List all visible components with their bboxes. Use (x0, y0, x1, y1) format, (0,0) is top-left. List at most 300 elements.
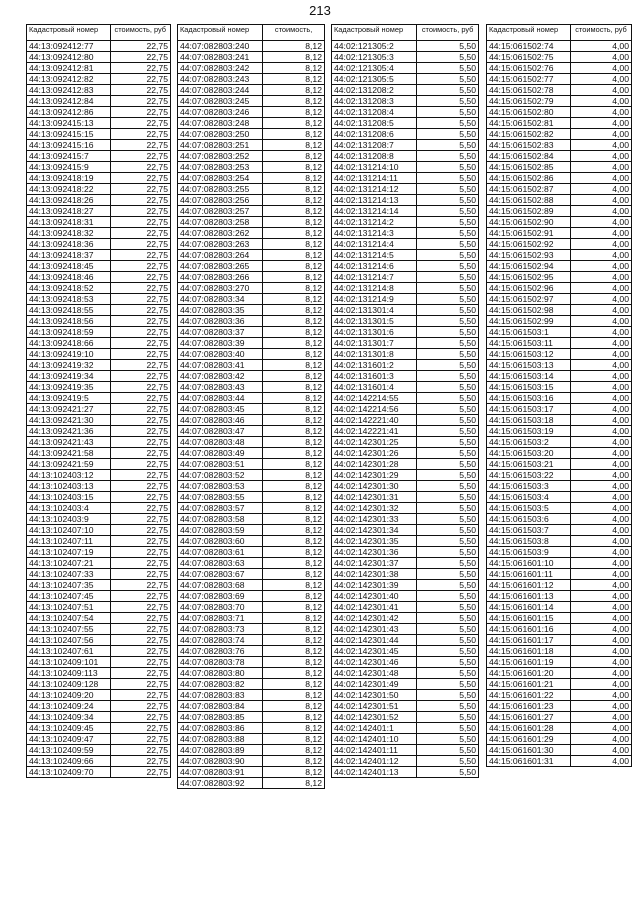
cost-cell: 8,12 (263, 41, 325, 52)
table-body (27, 41, 171, 778)
table-row (487, 195, 632, 206)
cost-cell: 22,75 (110, 338, 170, 349)
table-row (27, 437, 171, 448)
cost-cell: 22,75 (110, 756, 170, 767)
cadastral-table-2 (177, 24, 325, 789)
table-row (487, 294, 632, 305)
cadastral-number-cell: 44:15:061503:13 (487, 360, 571, 371)
cost-cell: 5,50 (417, 547, 479, 558)
cadastral-number-cell: 44:07:082803:52 (178, 470, 263, 481)
cadastral-number-cell: 44:07:082803:68 (178, 580, 263, 591)
cost-cell: 4,00 (571, 591, 632, 602)
table-row (332, 305, 479, 316)
table-row (27, 613, 171, 624)
cadastral-number-cell: 44:13:102407:45 (27, 591, 111, 602)
table-row (332, 448, 479, 459)
cost-cell: 4,00 (571, 734, 632, 745)
cost-cell: 22,75 (110, 547, 170, 558)
cost-cell: 5,50 (417, 206, 479, 217)
cadastral-number-cell: 44:07:082803:39 (178, 338, 263, 349)
cost-cell: 4,00 (571, 481, 632, 492)
cost-cell: 8,12 (263, 756, 325, 767)
cost-cell: 22,75 (110, 525, 170, 536)
table-row (178, 217, 325, 228)
table-row (487, 701, 632, 712)
cost-cell: 4,00 (571, 360, 632, 371)
cadastral-number-cell: 44:13:102409:66 (27, 756, 111, 767)
table-row (487, 85, 632, 96)
table-row (27, 426, 171, 437)
table-row (332, 316, 479, 327)
cadastral-number-cell: 44:07:082803:82 (178, 679, 263, 690)
cadastral-number-cell: 44:07:082803:265 (178, 261, 263, 272)
table-row (487, 140, 632, 151)
cadastral-number-cell: 44:07:082803:241 (178, 52, 263, 63)
table-row (178, 272, 325, 283)
cadastral-number-cell: 44:15:061503:4 (487, 492, 571, 503)
table-row (178, 338, 325, 349)
cost-cell: 22,75 (110, 162, 170, 173)
cadastral-number-cell: 44:07:082803:78 (178, 657, 263, 668)
cost-cell: 22,75 (110, 536, 170, 547)
table-row (27, 712, 171, 723)
cadastral-number-cell: 44:02:131208:5 (332, 118, 417, 129)
table-row (332, 415, 479, 426)
cost-cell: 8,12 (263, 536, 325, 547)
table-row (487, 360, 632, 371)
cadastral-number-cell: 44:02:142301:38 (332, 569, 417, 580)
header-cadastral-number: Кадастровый номер (487, 25, 571, 41)
cadastral-number-cell: 44:02:142214:56 (332, 404, 417, 415)
table-row (27, 96, 171, 107)
cadastral-number-cell: 44:15:061601:13 (487, 591, 571, 602)
table-row (178, 778, 325, 789)
cadastral-number-cell: 44:13:102409:24 (27, 701, 111, 712)
cost-cell: 8,12 (263, 250, 325, 261)
cost-cell: 5,50 (417, 635, 479, 646)
cadastral-number-cell: 44:13:092419:35 (27, 382, 111, 393)
table-row (487, 52, 632, 63)
cadastral-number-cell: 44:15:061503:17 (487, 404, 571, 415)
cost-cell: 4,00 (571, 129, 632, 140)
cost-cell: 8,12 (263, 426, 325, 437)
table-row (178, 624, 325, 635)
cadastral-number-cell: 44:02:131601:2 (332, 360, 417, 371)
table-row (27, 63, 171, 74)
cost-cell: 4,00 (571, 503, 632, 514)
cost-cell: 4,00 (571, 63, 632, 74)
table-row (178, 459, 325, 470)
table-row (178, 184, 325, 195)
cost-cell: 8,12 (263, 646, 325, 657)
table-row (487, 371, 632, 382)
cost-cell: 5,50 (417, 624, 479, 635)
cadastral-number-cell: 44:13:102407:51 (27, 602, 111, 613)
cost-cell: 8,12 (263, 712, 325, 723)
cadastral-number-cell: 44:07:082803:270 (178, 283, 263, 294)
cost-cell: 5,50 (417, 41, 479, 52)
cadastral-number-cell: 44:13:102409:70 (27, 767, 111, 778)
cadastral-number-cell: 44:15:061503:22 (487, 470, 571, 481)
table-row (178, 613, 325, 624)
table-row (178, 514, 325, 525)
table-row (178, 635, 325, 646)
cost-cell: 4,00 (571, 613, 632, 624)
table-row (332, 503, 479, 514)
table-row (332, 206, 479, 217)
cost-cell: 22,75 (110, 679, 170, 690)
cost-cell: 22,75 (110, 602, 170, 613)
table-row (487, 96, 632, 107)
cadastral-number-cell: 44:07:082803:58 (178, 514, 263, 525)
table-row (27, 305, 171, 316)
cadastral-number-cell: 44:13:102407:56 (27, 635, 111, 646)
cadastral-number-cell: 44:07:082803:84 (178, 701, 263, 712)
table-row (332, 294, 479, 305)
table-row (178, 349, 325, 360)
cadastral-number-cell: 44:13:092418:55 (27, 305, 111, 316)
cadastral-number-cell: 44:15:061503:18 (487, 415, 571, 426)
cost-cell: 4,00 (571, 85, 632, 96)
cadastral-number-cell: 44:15:061503:1 (487, 327, 571, 338)
cost-cell: 8,12 (263, 492, 325, 503)
table-row (178, 481, 325, 492)
cost-cell: 8,12 (263, 272, 325, 283)
cost-cell: 5,50 (417, 52, 479, 63)
cost-cell: 8,12 (263, 107, 325, 118)
table-row (332, 580, 479, 591)
cost-cell: 4,00 (571, 151, 632, 162)
table-row (27, 470, 171, 481)
table-row (487, 613, 632, 624)
table-row (27, 118, 171, 129)
cost-cell: 4,00 (571, 712, 632, 723)
cost-cell: 8,12 (263, 74, 325, 85)
cost-cell: 8,12 (263, 316, 325, 327)
cost-cell: 8,12 (263, 514, 325, 525)
table-row (178, 140, 325, 151)
table-row (332, 327, 479, 338)
table-row (332, 96, 479, 107)
cost-cell: 5,50 (417, 393, 479, 404)
cadastral-number-cell: 44:15:061502:86 (487, 173, 571, 184)
cadastral-number-cell: 44:02:142301:25 (332, 437, 417, 448)
cost-cell: 4,00 (571, 283, 632, 294)
cadastral-number-cell: 44:07:082803:55 (178, 492, 263, 503)
table-row (332, 382, 479, 393)
cadastral-number-cell: 44:15:061601:22 (487, 690, 571, 701)
cadastral-number-cell: 44:13:092415:15 (27, 129, 111, 140)
cadastral-number-cell: 44:07:082803:250 (178, 129, 263, 140)
table-row (332, 756, 479, 767)
cadastral-number-cell: 44:13:102407:19 (27, 547, 111, 558)
table-row (487, 558, 632, 569)
cost-cell: 5,50 (417, 151, 479, 162)
table-row (487, 448, 632, 459)
cost-cell: 4,00 (571, 635, 632, 646)
cadastral-number-cell: 44:07:082803:51 (178, 459, 263, 470)
cadastral-number-cell: 44:02:142301:32 (332, 503, 417, 514)
table-row (27, 382, 171, 393)
table-row (178, 371, 325, 382)
table-row (178, 437, 325, 448)
cost-cell: 4,00 (571, 547, 632, 558)
cadastral-number-cell: 44:07:082803:266 (178, 272, 263, 283)
cadastral-number-cell: 44:13:092418:27 (27, 206, 111, 217)
table-row (332, 195, 479, 206)
cadastral-number-cell: 44:02:131214:7 (332, 272, 417, 283)
cadastral-number-cell: 44:13:092421:43 (27, 437, 111, 448)
cost-cell: 8,12 (263, 558, 325, 569)
cadastral-number-cell: 44:02:131214:12 (332, 184, 417, 195)
cost-cell: 4,00 (571, 437, 632, 448)
table-row (178, 415, 325, 426)
cost-cell: 4,00 (571, 448, 632, 459)
cadastral-number-cell: 44:02:131208:2 (332, 85, 417, 96)
cost-cell: 5,50 (417, 569, 479, 580)
cost-cell: 4,00 (571, 745, 632, 756)
cost-cell: 22,75 (110, 580, 170, 591)
cadastral-number-cell: 44:13:092418:66 (27, 338, 111, 349)
cost-cell: 5,50 (417, 602, 479, 613)
cost-cell: 8,12 (263, 162, 325, 173)
cadastral-number-cell: 44:02:121305:3 (332, 52, 417, 63)
cadastral-number-cell: 44:15:061502:99 (487, 316, 571, 327)
table-row (487, 580, 632, 591)
cadastral-number-cell: 44:15:061601:17 (487, 635, 571, 646)
cost-cell: 4,00 (571, 228, 632, 239)
cadastral-number-cell: 44:13:102409:45 (27, 723, 111, 734)
cost-cell: 22,75 (110, 305, 170, 316)
table-row (178, 52, 325, 63)
table-row (332, 492, 479, 503)
table-row (332, 602, 479, 613)
cost-cell: 8,12 (263, 338, 325, 349)
cost-cell: 5,50 (417, 316, 479, 327)
cost-cell: 22,75 (110, 470, 170, 481)
cadastral-number-cell: 44:13:102407:54 (27, 613, 111, 624)
table-row (487, 338, 632, 349)
cadastral-number-cell: 44:13:102407:35 (27, 580, 111, 591)
cost-cell: 22,75 (110, 85, 170, 96)
cost-cell: 4,00 (571, 701, 632, 712)
cadastral-number-cell: 44:15:061503:16 (487, 393, 571, 404)
cost-cell: 8,12 (263, 382, 325, 393)
cost-cell: 22,75 (110, 294, 170, 305)
cost-cell: 22,75 (110, 426, 170, 437)
table-row (332, 668, 479, 679)
table-row (178, 327, 325, 338)
table-row (178, 85, 325, 96)
cadastral-number-cell: 44:13:102403:12 (27, 470, 111, 481)
cadastral-number-cell: 44:15:061503:5 (487, 503, 571, 514)
table-row (487, 437, 632, 448)
cost-cell: 22,75 (110, 393, 170, 404)
table-row (487, 756, 632, 767)
table-header-row (27, 25, 171, 41)
cost-cell: 22,75 (110, 272, 170, 283)
cadastral-number-cell: 44:02:131301:6 (332, 327, 417, 338)
cost-cell: 4,00 (571, 41, 632, 52)
cadastral-number-cell: 44:07:082803:80 (178, 668, 263, 679)
cadastral-number-cell: 44:13:102403:9 (27, 514, 111, 525)
cost-cell: 4,00 (571, 426, 632, 437)
cost-cell: 8,12 (263, 734, 325, 745)
cadastral-number-cell: 44:15:061601:15 (487, 613, 571, 624)
cadastral-number-cell: 44:07:082803:53 (178, 481, 263, 492)
cadastral-number-cell: 44:15:061502:97 (487, 294, 571, 305)
cadastral-number-cell: 44:02:142221:41 (332, 426, 417, 437)
cost-cell: 5,50 (417, 283, 479, 294)
cost-cell: 22,75 (110, 668, 170, 679)
cadastral-number-cell: 44:07:082803:246 (178, 107, 263, 118)
cost-cell: 5,50 (417, 85, 479, 96)
cost-cell: 4,00 (571, 327, 632, 338)
cost-cell: 4,00 (571, 756, 632, 767)
cadastral-number-cell: 44:15:061503:9 (487, 547, 571, 558)
table-row (487, 107, 632, 118)
cadastral-number-cell: 44:15:061503:7 (487, 525, 571, 536)
cost-cell: 8,12 (263, 569, 325, 580)
cadastral-number-cell: 44:13:092412:84 (27, 96, 111, 107)
table-row (487, 184, 632, 195)
table-row (27, 239, 171, 250)
table-row (27, 767, 171, 778)
cost-cell: 22,75 (110, 635, 170, 646)
cadastral-number-cell: 44:15:061502:90 (487, 217, 571, 228)
table-row (178, 668, 325, 679)
cadastral-number-cell: 44:02:131214:14 (332, 206, 417, 217)
cadastral-number-cell: 44:13:092419:32 (27, 360, 111, 371)
table-row (332, 228, 479, 239)
cost-cell: 5,50 (417, 74, 479, 85)
table-row (27, 591, 171, 602)
cadastral-number-cell: 44:07:082803:44 (178, 393, 263, 404)
cost-cell: 8,12 (263, 195, 325, 206)
cost-cell: 5,50 (417, 492, 479, 503)
cost-cell: 5,50 (417, 173, 479, 184)
table-row (27, 316, 171, 327)
table-row (27, 415, 171, 426)
cadastral-number-cell: 44:15:061503:2 (487, 437, 571, 448)
header-cost: стоимость, руб (571, 25, 632, 41)
cadastral-number-cell: 44:15:061601:18 (487, 646, 571, 657)
cost-cell: 8,12 (263, 217, 325, 228)
cost-cell: 8,12 (263, 459, 325, 470)
cadastral-number-cell: 44:07:082803:37 (178, 327, 263, 338)
cadastral-number-cell: 44:13:102407:61 (27, 646, 111, 657)
cadastral-number-cell: 44:13:102409:47 (27, 734, 111, 745)
table-row (178, 470, 325, 481)
cadastral-number-cell: 44:07:082803:46 (178, 415, 263, 426)
cadastral-number-cell: 44:07:082803:251 (178, 140, 263, 151)
table-row (27, 151, 171, 162)
table-row (178, 305, 325, 316)
cadastral-number-cell: 44:15:061502:76 (487, 63, 571, 74)
cost-cell: 8,12 (263, 591, 325, 602)
cadastral-number-cell: 44:13:092415:16 (27, 140, 111, 151)
cost-cell: 8,12 (263, 778, 325, 789)
cost-cell: 22,75 (110, 41, 170, 52)
table-row (27, 723, 171, 734)
cost-cell: 5,50 (417, 184, 479, 195)
table-row (178, 404, 325, 415)
table-row (178, 206, 325, 217)
table-row (332, 41, 479, 52)
table-row (178, 547, 325, 558)
cadastral-number-cell: 44:07:082803:248 (178, 118, 263, 129)
cost-cell: 4,00 (571, 415, 632, 426)
table-row (332, 217, 479, 228)
cost-cell: 8,12 (263, 360, 325, 371)
cost-cell: 22,75 (110, 52, 170, 63)
cadastral-number-cell: 44:07:082803:91 (178, 767, 263, 778)
table-row (178, 602, 325, 613)
cadastral-number-cell: 44:07:082803:36 (178, 316, 263, 327)
cadastral-number-cell: 44:15:061502:87 (487, 184, 571, 195)
cadastral-number-cell: 44:02:142301:33 (332, 514, 417, 525)
table-row (487, 536, 632, 547)
cadastral-number-cell: 44:13:092418:46 (27, 272, 111, 283)
cost-cell: 22,75 (110, 591, 170, 602)
cost-cell: 4,00 (571, 162, 632, 173)
cadastral-number-cell: 44:02:131208:3 (332, 96, 417, 107)
cost-cell: 4,00 (571, 316, 632, 327)
cadastral-number-cell: 44:07:082803:254 (178, 173, 263, 184)
cadastral-number-cell: 44:02:131208:7 (332, 140, 417, 151)
table-row (27, 492, 171, 503)
table-row (332, 657, 479, 668)
cost-cell: 5,50 (417, 525, 479, 536)
table-row (27, 393, 171, 404)
cost-cell: 5,50 (417, 734, 479, 745)
cadastral-number-cell: 44:07:082803:49 (178, 448, 263, 459)
cadastral-number-cell: 44:13:102407:10 (27, 525, 111, 536)
cost-cell: 22,75 (110, 239, 170, 250)
table-row (27, 85, 171, 96)
cadastral-number-cell: 44:07:082803:92 (178, 778, 263, 789)
table-row (332, 569, 479, 580)
table-row (332, 690, 479, 701)
header-cost: стоимость, руб (417, 25, 479, 41)
table-row (178, 679, 325, 690)
cadastral-number-cell: 44:02:142301:36 (332, 547, 417, 558)
cost-cell: 22,75 (110, 217, 170, 228)
table-row (178, 261, 325, 272)
cadastral-number-cell: 44:07:082803:67 (178, 569, 263, 580)
cost-cell: 5,50 (417, 745, 479, 756)
cadastral-number-cell: 44:15:061601:16 (487, 624, 571, 635)
cost-cell: 8,12 (263, 613, 325, 624)
table-row (178, 316, 325, 327)
cost-cell: 8,12 (263, 228, 325, 239)
table-row (27, 448, 171, 459)
cost-cell: 4,00 (571, 184, 632, 195)
cadastral-number-cell: 44:15:061503:21 (487, 459, 571, 470)
cost-cell: 4,00 (571, 668, 632, 679)
cadastral-number-cell: 44:02:142301:49 (332, 679, 417, 690)
table-row (332, 349, 479, 360)
cost-cell: 5,50 (417, 558, 479, 569)
cadastral-number-cell: 44:02:142301:28 (332, 459, 417, 470)
table-row (487, 404, 632, 415)
cost-cell: 22,75 (110, 261, 170, 272)
cost-cell: 8,12 (263, 635, 325, 646)
cadastral-table-4 (486, 24, 632, 767)
cost-cell: 22,75 (110, 327, 170, 338)
cost-cell: 22,75 (110, 151, 170, 162)
table-row (487, 162, 632, 173)
